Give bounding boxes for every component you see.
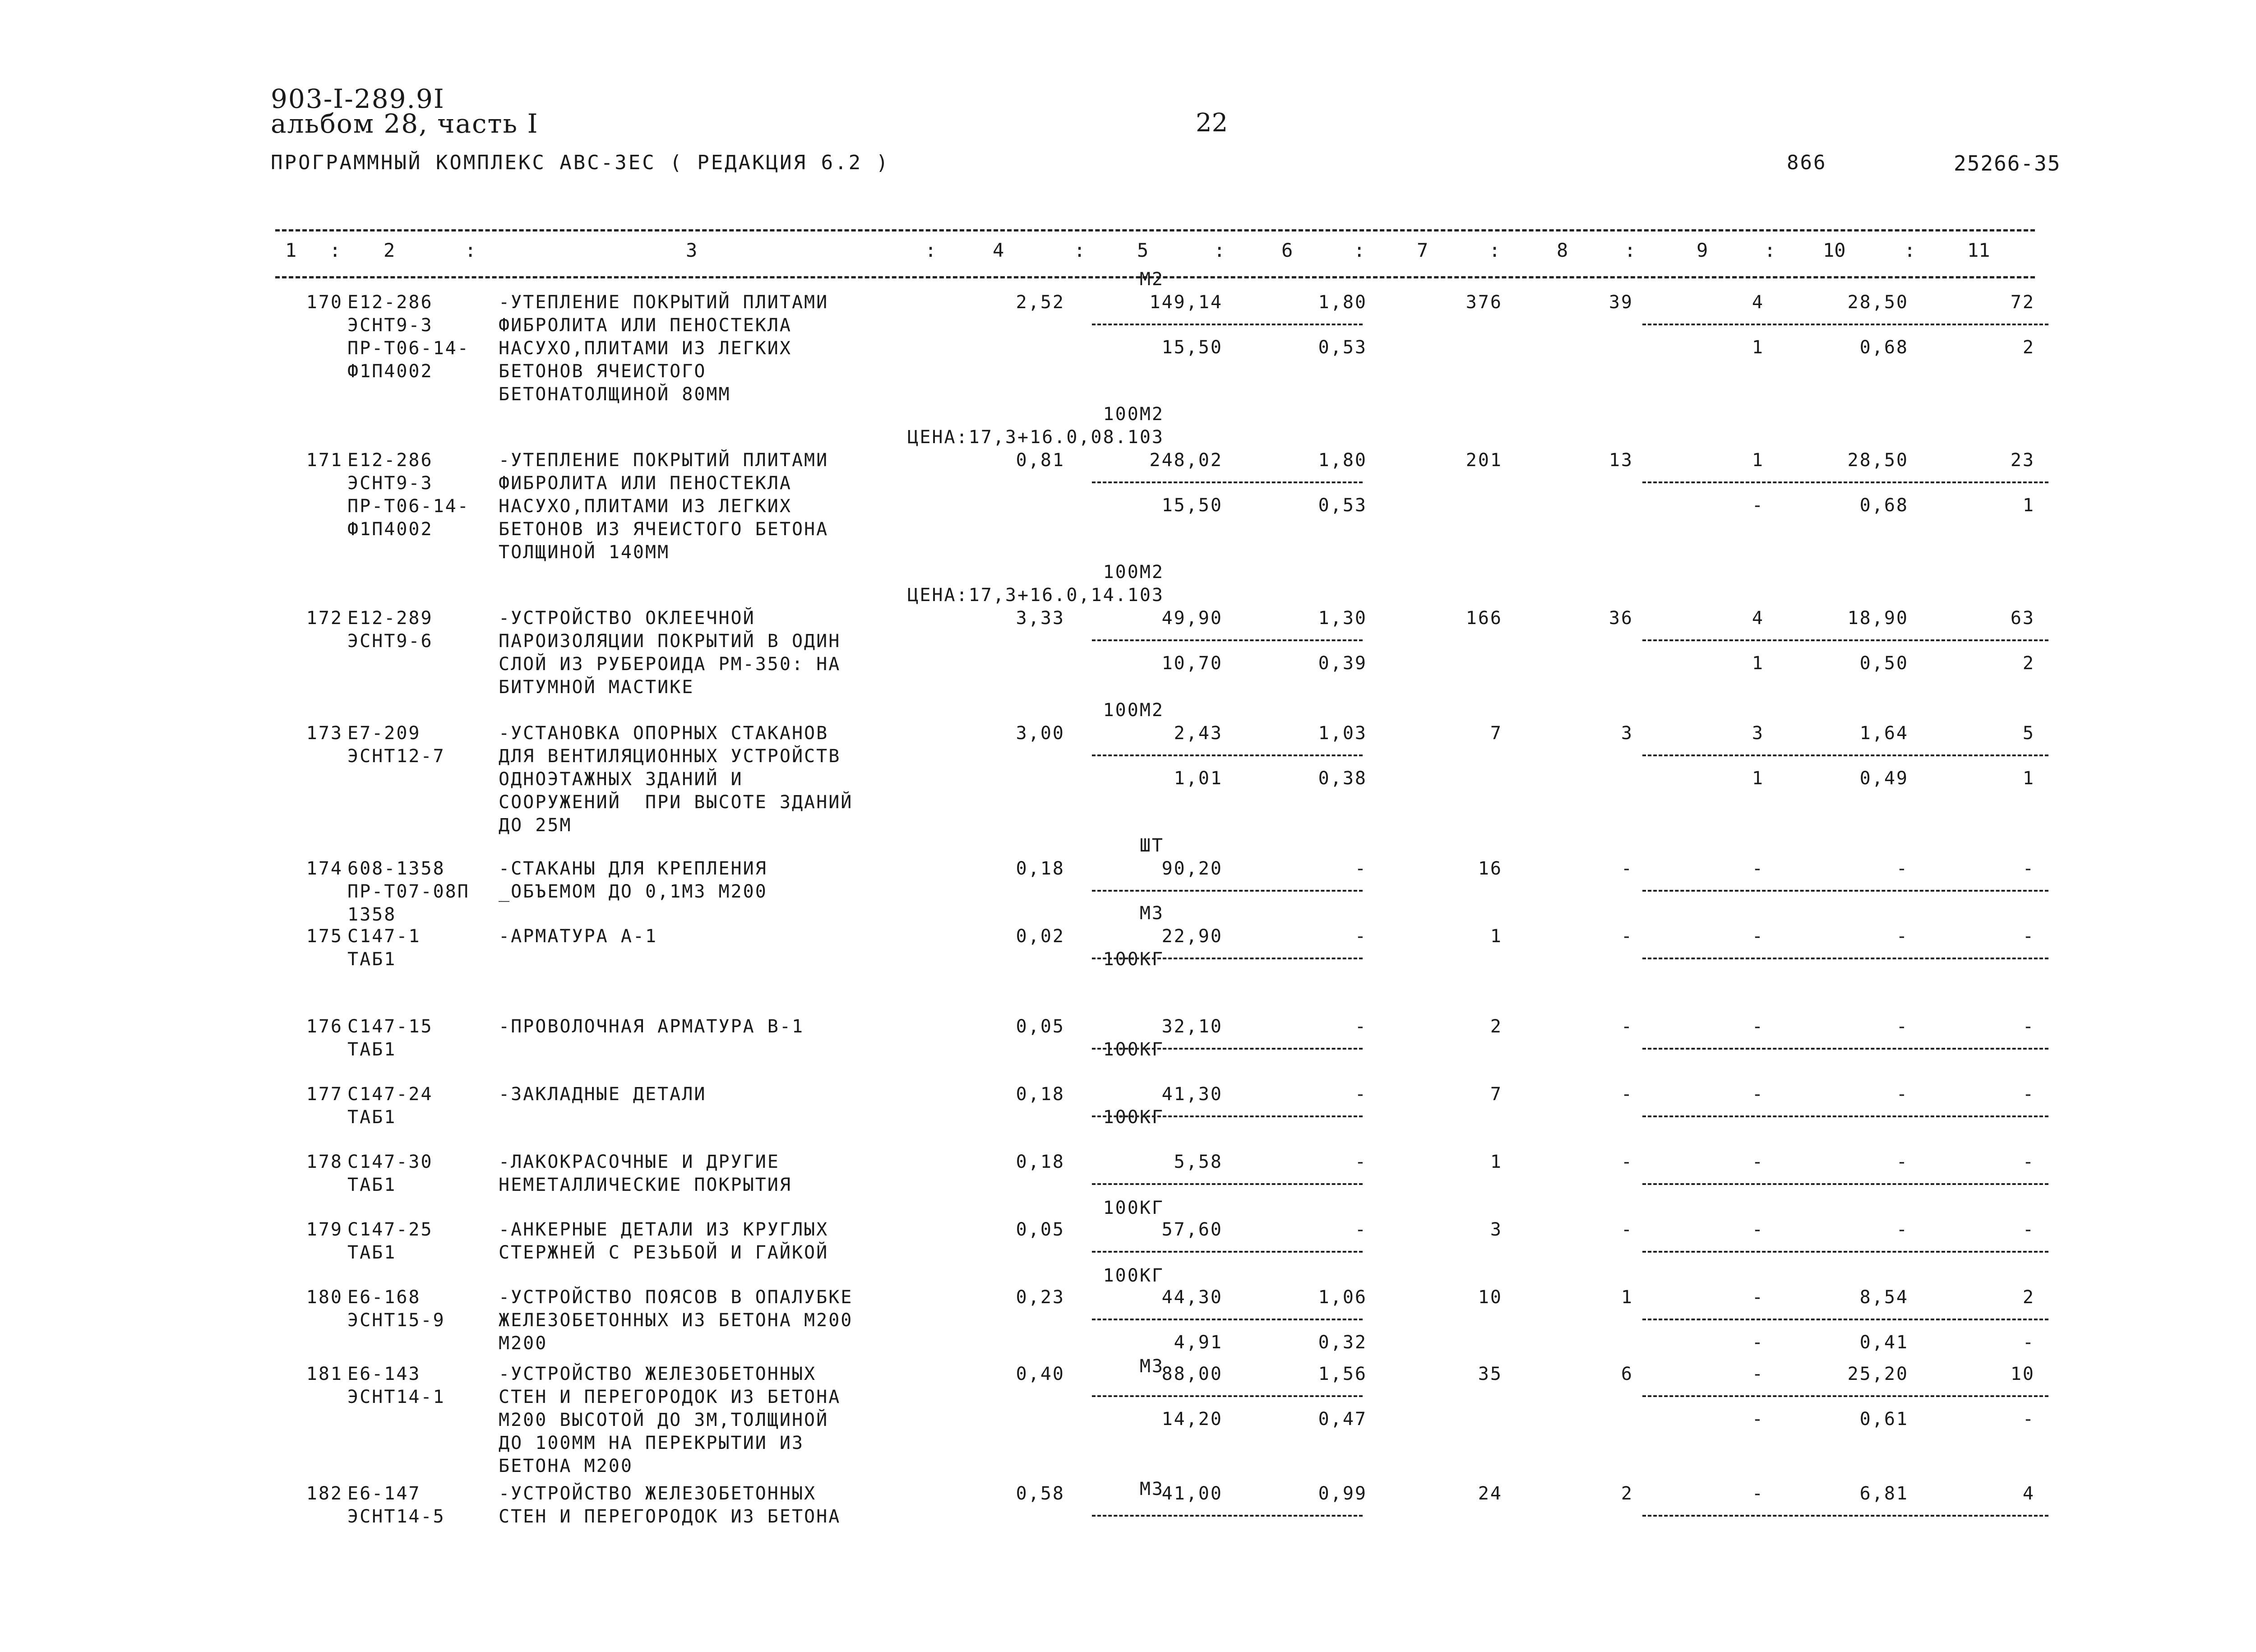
col-8: 8 xyxy=(1557,239,1568,261)
table-top-rule xyxy=(275,229,2035,231)
machine-sub-cell: - xyxy=(1752,495,1764,516)
wage-cell: 36 xyxy=(1609,608,1633,629)
work-description: -ЗАКЛАДНЫЕ ДЕТАЛИ xyxy=(499,1084,707,1105)
coef-sub-cell: 0,53 xyxy=(1318,337,1367,358)
price-cell: 57,60 xyxy=(1161,1219,1223,1240)
row-number: 180 xyxy=(306,1287,343,1308)
machine-cell: 1 xyxy=(1752,450,1764,471)
subtotal-rule xyxy=(1642,1115,2048,1117)
subtotal-rule xyxy=(1092,754,1363,756)
machine-cell: - xyxy=(1752,858,1764,879)
qty-cell: 0,58 xyxy=(1016,1483,1065,1504)
work-description: -УТЕПЛЕНИЕ ПОКРЫТИЙ ПЛИТАМИ ФИБРОЛИТА ИЛИ ПЕНОСТЕКЛА НАСУХО,ПЛИТАМИ ИЗ ЛЕГКИХ БЕТОНОВ ЯЧЕИСТОГО БЕТОНАТОЛЩИНОЙ 80ММ xyxy=(499,292,829,405)
qty-cell: 0,40 xyxy=(1016,1364,1065,1384)
machine-cell: - xyxy=(1752,1364,1764,1384)
qty-cell: 2,52 xyxy=(1016,292,1065,313)
price-cell: 90,20 xyxy=(1161,858,1223,879)
labor-total-cell: - xyxy=(2022,858,2035,879)
unit-label: М3 xyxy=(1139,1356,1164,1377)
subtotal-rule xyxy=(1642,1515,2048,1517)
work-description: -АНКЕРНЫЕ ДЕТАЛИ ИЗ КРУГЛЫХ СТЕРЖНЕЙ С РЕЗЬБОЙ И ГАЙКОЙ xyxy=(499,1219,829,1263)
labor-cell: - xyxy=(1896,1016,1909,1037)
machine-cell: 4 xyxy=(1752,292,1764,313)
work-description: -УСТАНОВКА ОПОРНЫХ СТАКАНОВ ДЛЯ ВЕНТИЛЯЦИОННЫХ УСТРОЙСТВ ОДНОЭТАЖНЫХ ЗДАНИЙ И СООРУЖЕНИЙ ПРИ ВЫСОТЕ ЗДАНИЙ ДО 25М xyxy=(499,723,853,836)
labor-total-sub-cell: 2 xyxy=(2022,653,2035,674)
subtotal-rule xyxy=(1642,890,2048,892)
col-6: 6 xyxy=(1281,239,1293,261)
unit-label: М3 xyxy=(1139,903,1164,924)
labor-sub-cell: 0,68 xyxy=(1859,337,1909,358)
qty-cell: 0,81 xyxy=(1016,450,1065,471)
table-row xyxy=(275,1482,2035,1618)
coef-cell: - xyxy=(1355,1219,1367,1240)
price-sub-cell: 1,01 xyxy=(1174,768,1223,789)
labor-sub-cell: 0,50 xyxy=(1859,653,1909,674)
row-number: 174 xyxy=(306,858,343,879)
col-7: 7 xyxy=(1417,239,1428,261)
col-sep: : xyxy=(1214,239,1225,261)
work-description: -АРМАТУРА А-1 xyxy=(499,926,658,947)
coef-sub-cell: 0,53 xyxy=(1318,495,1367,516)
labor-total-cell: 10 xyxy=(2010,1364,2035,1384)
total-cell: 1 xyxy=(1490,1152,1502,1172)
col-11: 11 xyxy=(1967,239,1990,261)
unit-label: 100М2 xyxy=(1103,700,1164,721)
price-sub-cell: 15,50 xyxy=(1161,495,1223,516)
norm-code: С147-1 ТАБ1 xyxy=(347,926,421,970)
price-sub-cell: 4,91 xyxy=(1174,1332,1223,1353)
machine-cell: - xyxy=(1752,1084,1764,1105)
total-cell: 2 xyxy=(1490,1016,1502,1037)
labor-total-cell: 23 xyxy=(2010,450,2035,471)
subtotal-rule xyxy=(1642,1183,2048,1185)
unit-label: 100КГ xyxy=(1103,1265,1164,1286)
wage-cell: - xyxy=(1621,926,1633,947)
labor-total-sub-cell: - xyxy=(2022,1409,2035,1430)
labor-cell: 28,50 xyxy=(1847,292,1909,313)
unit-label: ШТ xyxy=(1139,835,1164,856)
subtotal-rule xyxy=(1642,1048,2048,1050)
unit-label: 100КГ xyxy=(1103,949,1164,970)
subtotal-rule xyxy=(1092,958,1363,959)
wage-cell: - xyxy=(1621,1219,1633,1240)
labor-total-cell: - xyxy=(2022,1219,2035,1240)
norm-code: Е12-286 ЭСНТ9-3 ПР-Т06-14- Ф1П4002 xyxy=(347,450,470,540)
subtotal-rule xyxy=(1092,1115,1363,1117)
unit-label: 100КГ xyxy=(1103,1198,1164,1218)
coef-sub-cell: 0,39 xyxy=(1318,653,1367,674)
subtotal-rule xyxy=(1642,1251,2048,1253)
price-cell: 41,30 xyxy=(1161,1084,1223,1105)
column-header-row xyxy=(275,239,2035,266)
total-cell: 7 xyxy=(1490,723,1502,744)
labor-total-cell: 63 xyxy=(2010,608,2035,629)
coef-cell: - xyxy=(1355,1016,1367,1037)
unit-label: М2 xyxy=(1139,269,1164,290)
price-cell: 44,30 xyxy=(1161,1287,1223,1308)
norm-code: С147-24 ТАБ1 xyxy=(347,1084,433,1128)
labor-total-cell: 5 xyxy=(2022,723,2035,744)
col-sep: : xyxy=(925,239,937,261)
wage-cell: - xyxy=(1621,1152,1633,1172)
labor-cell: 6,81 xyxy=(1859,1483,1909,1504)
work-description: -УСТРОЙСТВО ЖЕЛЕЗОБЕТОННЫХ СТЕН И ПЕРЕГОРОДОК ИЗ БЕТОНА xyxy=(499,1483,841,1527)
labor-cell: - xyxy=(1896,858,1909,879)
machine-sub-cell: 1 xyxy=(1752,653,1764,674)
wage-cell: 6 xyxy=(1621,1364,1633,1384)
qty-cell: 0,05 xyxy=(1016,1219,1065,1240)
unit-label: 100М2 ЦЕНА:17,3+16.0,08.103 xyxy=(907,404,1164,448)
work-description: -УСТРОЙСТВО ПОЯСОВ В ОПАЛУБКЕ ЖЕЛЕЗОБЕТОННЫХ ИЗ БЕТОНА М200 М200 xyxy=(499,1287,853,1354)
col-3: 3 xyxy=(686,239,698,261)
qty-cell: 0,05 xyxy=(1016,1016,1065,1037)
price-cell: 5,58 xyxy=(1174,1152,1223,1172)
labor-total-cell: - xyxy=(2022,1084,2035,1105)
price-sub-cell: 15,50 xyxy=(1161,337,1223,358)
subtotal-rule xyxy=(1092,1395,1363,1397)
subtotal-rule xyxy=(1642,958,2048,959)
labor-total-cell: - xyxy=(2022,1152,2035,1172)
norm-code: Е6-147 ЭСНТ14-5 xyxy=(347,1483,445,1527)
price-cell: 22,90 xyxy=(1161,926,1223,947)
table-row xyxy=(275,403,2035,584)
work-description: -ПРОВОЛОЧНАЯ АРМАТУРА В-1 xyxy=(499,1016,804,1037)
qty-cell: 3,00 xyxy=(1016,723,1065,744)
col-sep: : xyxy=(1904,239,1916,261)
wage-cell: - xyxy=(1621,1016,1633,1037)
norm-code: Е6-168 ЭСНТ15-9 xyxy=(347,1287,445,1331)
wage-cell: 1 xyxy=(1621,1287,1633,1308)
coef-cell: 1,30 xyxy=(1318,608,1367,629)
machine-cell: - xyxy=(1752,1483,1764,1504)
qty-cell: 0,18 xyxy=(1016,1152,1065,1172)
machine-cell: - xyxy=(1752,1219,1764,1240)
labor-sub-cell: 0,61 xyxy=(1859,1409,1909,1430)
labor-sub-cell: 0,49 xyxy=(1859,768,1909,789)
coef-cell: 1,03 xyxy=(1318,723,1367,744)
unit-label: М3 xyxy=(1139,1479,1164,1499)
col-sep: : xyxy=(329,239,341,261)
labor-total-sub-cell: 1 xyxy=(2022,768,2035,789)
header-number-2: 25266-35 xyxy=(1954,151,2061,176)
price-cell: 88,00 xyxy=(1161,1364,1223,1384)
subtotal-rule xyxy=(1092,1319,1363,1320)
qty-cell: 0,18 xyxy=(1016,858,1065,879)
table-row xyxy=(275,1363,2035,1498)
subtotal-rule xyxy=(1642,324,2048,325)
subtotal-rule xyxy=(1642,1395,2048,1397)
total-cell: 35 xyxy=(1478,1364,1502,1384)
col-10: 10 xyxy=(1823,239,1846,261)
labor-total-cell: 4 xyxy=(2022,1483,2035,1504)
wage-cell: 13 xyxy=(1609,450,1633,471)
machine-cell: - xyxy=(1752,1152,1764,1172)
price-cell: 149,14 xyxy=(1149,292,1223,313)
labor-sub-cell: 0,41 xyxy=(1859,1332,1909,1353)
machine-sub-cell: - xyxy=(1752,1409,1764,1430)
row-number: 171 xyxy=(306,450,343,471)
subtotal-rule xyxy=(1092,1048,1363,1050)
subtotal-rule xyxy=(1642,481,2048,483)
labor-sub-cell: 0,68 xyxy=(1859,495,1909,516)
subtotal-rule xyxy=(1092,481,1363,483)
labor-total-sub-cell: - xyxy=(2022,1332,2035,1353)
coef-cell: - xyxy=(1355,1152,1367,1172)
col-4: 4 xyxy=(993,239,1004,261)
total-cell: 1 xyxy=(1490,926,1502,947)
subtotal-rule xyxy=(1642,754,2048,756)
coef-cell: - xyxy=(1355,1084,1367,1105)
row-number: 176 xyxy=(306,1016,343,1037)
row-number: 175 xyxy=(306,926,343,947)
document-code: 903-I-289.9I xyxy=(271,83,445,114)
labor-cell: 25,20 xyxy=(1847,1364,1909,1384)
norm-code: Е6-143 ЭСНТ14-1 xyxy=(347,1364,445,1407)
coef-cell: 1,80 xyxy=(1318,292,1367,313)
labor-total-cell: 72 xyxy=(2010,292,2035,313)
coef-cell: 1,56 xyxy=(1318,1364,1367,1384)
price-cell: 32,10 xyxy=(1161,1016,1223,1037)
qty-cell: 0,02 xyxy=(1016,926,1065,947)
unit-label: 100КГ xyxy=(1103,1039,1164,1060)
subtotal-rule xyxy=(1092,639,1363,641)
work-description: -УТЕПЛЕНИЕ ПОКРЫТИЙ ПЛИТАМИ ФИБРОЛИТА ИЛИ ПЕНОСТЕКЛА НАСУХО,ПЛИТАМИ ИЗ ЛЕГКИХ БЕТОНОВ ИЗ ЯЧЕИСТОГО БЕТОНА ТОЛЩИНОЙ 140ММ xyxy=(499,450,829,563)
table-row xyxy=(275,699,2035,857)
machine-cell: - xyxy=(1752,926,1764,947)
price-sub-cell: 14,20 xyxy=(1161,1409,1223,1430)
labor-cell: 18,90 xyxy=(1847,608,1909,629)
norm-code: С147-25 ТАБ1 xyxy=(347,1219,433,1263)
subtotal-rule xyxy=(1092,1183,1363,1185)
norm-code: С147-15 ТАБ1 xyxy=(347,1016,433,1060)
norm-code: 608-1358 ПР-Т07-08П 1358 xyxy=(347,858,470,925)
coef-cell: 0,99 xyxy=(1318,1483,1367,1504)
subtotal-rule xyxy=(1092,324,1363,325)
machine-sub-cell: 1 xyxy=(1752,768,1764,789)
coef-cell: - xyxy=(1355,926,1367,947)
row-number: 182 xyxy=(306,1483,343,1504)
machine-cell: 3 xyxy=(1752,723,1764,744)
coef-sub-cell: 0,38 xyxy=(1318,768,1367,789)
page-number: 22 xyxy=(1196,108,1228,138)
wage-cell: 39 xyxy=(1609,292,1633,313)
row-number: 178 xyxy=(306,1152,343,1172)
total-cell: 7 xyxy=(1490,1084,1502,1105)
col-sep: : xyxy=(1624,239,1636,261)
work-description: -УСТРОЙСТВО ЖЕЛЕЗОБЕТОННЫХ СТЕН И ПЕРЕГОРОДОК ИЗ БЕТОНА М200 ВЫСОТОЙ ДО 3М,ТОЛЩИНОЙ ДО 100ММ НА ПЕРЕКРЫТИИ ИЗ БЕТОНА М200 xyxy=(499,1364,841,1476)
qty-cell: 0,23 xyxy=(1016,1287,1065,1308)
row-number: 181 xyxy=(306,1364,343,1384)
col-sep: : xyxy=(1354,239,1365,261)
price-cell: 49,90 xyxy=(1161,608,1223,629)
coef-cell: - xyxy=(1355,858,1367,879)
row-number: 177 xyxy=(306,1084,343,1105)
header-number-1: 866 xyxy=(1787,151,1827,174)
labor-cell: 1,64 xyxy=(1859,723,1909,744)
total-cell: 166 xyxy=(1465,608,1502,629)
labor-total-cell: - xyxy=(2022,1016,2035,1037)
col-5: 5 xyxy=(1137,239,1149,261)
row-number: 172 xyxy=(306,608,343,629)
subtotal-rule xyxy=(1642,639,2048,641)
work-description: -СТАКАНЫ ДЛЯ КРЕПЛЕНИЯ _ОБЪЕМОМ ДО 0,1М3 М200 xyxy=(499,858,767,902)
col-9: 9 xyxy=(1697,239,1708,261)
wage-cell: - xyxy=(1621,858,1633,879)
labor-total-sub-cell: 1 xyxy=(2022,495,2035,516)
qty-cell: 3,33 xyxy=(1016,608,1065,629)
total-cell: 24 xyxy=(1478,1483,1502,1504)
coef-cell: 1,80 xyxy=(1318,450,1367,471)
unit-label: 100КГ xyxy=(1103,1107,1164,1128)
album-part: альбом 28, часть I xyxy=(271,108,539,139)
machine-sub-cell: 1 xyxy=(1752,337,1764,358)
qty-cell: 0,18 xyxy=(1016,1084,1065,1105)
labor-cell: 8,54 xyxy=(1859,1287,1909,1308)
subtotal-rule xyxy=(1642,1319,2048,1320)
machine-sub-cell: - xyxy=(1752,1332,1764,1353)
work-description: -УСТРОЙСТВО ОКЛЕЕЧНОЙ ПАРОИЗОЛЯЦИИ ПОКРЫТИЙ В ОДИН СЛОЙ ИЗ РУБЕРОИДА РМ-350: НА БИТУМНОЙ МАСТИКЕ xyxy=(499,608,841,698)
subtotal-rule xyxy=(1092,1515,1363,1517)
work-description: -ЛАКОКРАСОЧНЫЕ И ДРУГИЕ НЕМЕТАЛЛИЧЕСКИЕ ПОКРЫТИЯ xyxy=(499,1152,792,1195)
subtotal-rule xyxy=(1092,1251,1363,1253)
col-sep: : xyxy=(1074,239,1086,261)
col-sep: : xyxy=(1764,239,1776,261)
unit-label: 100М2 ЦЕНА:17,3+16.0,14.103 xyxy=(907,562,1164,606)
row-number: 173 xyxy=(306,723,343,744)
coef-cell: 1,06 xyxy=(1318,1287,1367,1308)
coef-sub-cell: 0,32 xyxy=(1318,1332,1367,1353)
norm-code: Е7-209 ЭСНТ12-7 xyxy=(347,723,445,767)
machine-cell: - xyxy=(1752,1287,1764,1308)
wage-cell: 3 xyxy=(1621,723,1633,744)
total-cell: 376 xyxy=(1465,292,1502,313)
row-number: 170 xyxy=(306,292,343,313)
price-cell: 41,00 xyxy=(1161,1483,1223,1504)
machine-cell: - xyxy=(1752,1016,1764,1037)
price-cell: 248,02 xyxy=(1149,450,1223,471)
labor-total-cell: - xyxy=(2022,926,2035,947)
total-cell: 3 xyxy=(1490,1219,1502,1240)
wage-cell: - xyxy=(1621,1084,1633,1105)
col-sep: : xyxy=(1489,239,1501,261)
norm-code: Е12-286 ЭСНТ9-3 ПР-Т06-14- Ф1П4002 xyxy=(347,292,470,382)
labor-cell: - xyxy=(1896,926,1909,947)
subtotal-rule xyxy=(1092,890,1363,892)
norm-code: Е12-289 ЭСНТ9-6 xyxy=(347,608,433,652)
labor-cell: 28,50 xyxy=(1847,450,1909,471)
labor-cell: - xyxy=(1896,1219,1909,1240)
labor-cell: - xyxy=(1896,1152,1909,1172)
total-cell: 10 xyxy=(1478,1287,1502,1308)
labor-cell: - xyxy=(1896,1084,1909,1105)
total-cell: 16 xyxy=(1478,858,1502,879)
row-number: 179 xyxy=(306,1219,343,1240)
price-sub-cell: 10,70 xyxy=(1161,653,1223,674)
col-sep: : xyxy=(465,239,476,261)
col-2: 2 xyxy=(384,239,395,261)
total-cell: 201 xyxy=(1465,450,1502,471)
labor-total-sub-cell: 2 xyxy=(2022,337,2035,358)
coef-sub-cell: 0,47 xyxy=(1318,1409,1367,1430)
labor-total-cell: 2 xyxy=(2022,1287,2035,1308)
norm-code: С147-30 ТАБ1 xyxy=(347,1152,433,1195)
program-title: ПРОГРАММНЫЙ КОМПЛЕКС АВС-ЗЕС ( РЕДАКЦИЯ 6.2 ) xyxy=(271,151,890,174)
col-1: 1 xyxy=(285,239,297,261)
wage-cell: 2 xyxy=(1621,1483,1633,1504)
machine-cell: 4 xyxy=(1752,608,1764,629)
price-cell: 2,43 xyxy=(1174,723,1223,744)
